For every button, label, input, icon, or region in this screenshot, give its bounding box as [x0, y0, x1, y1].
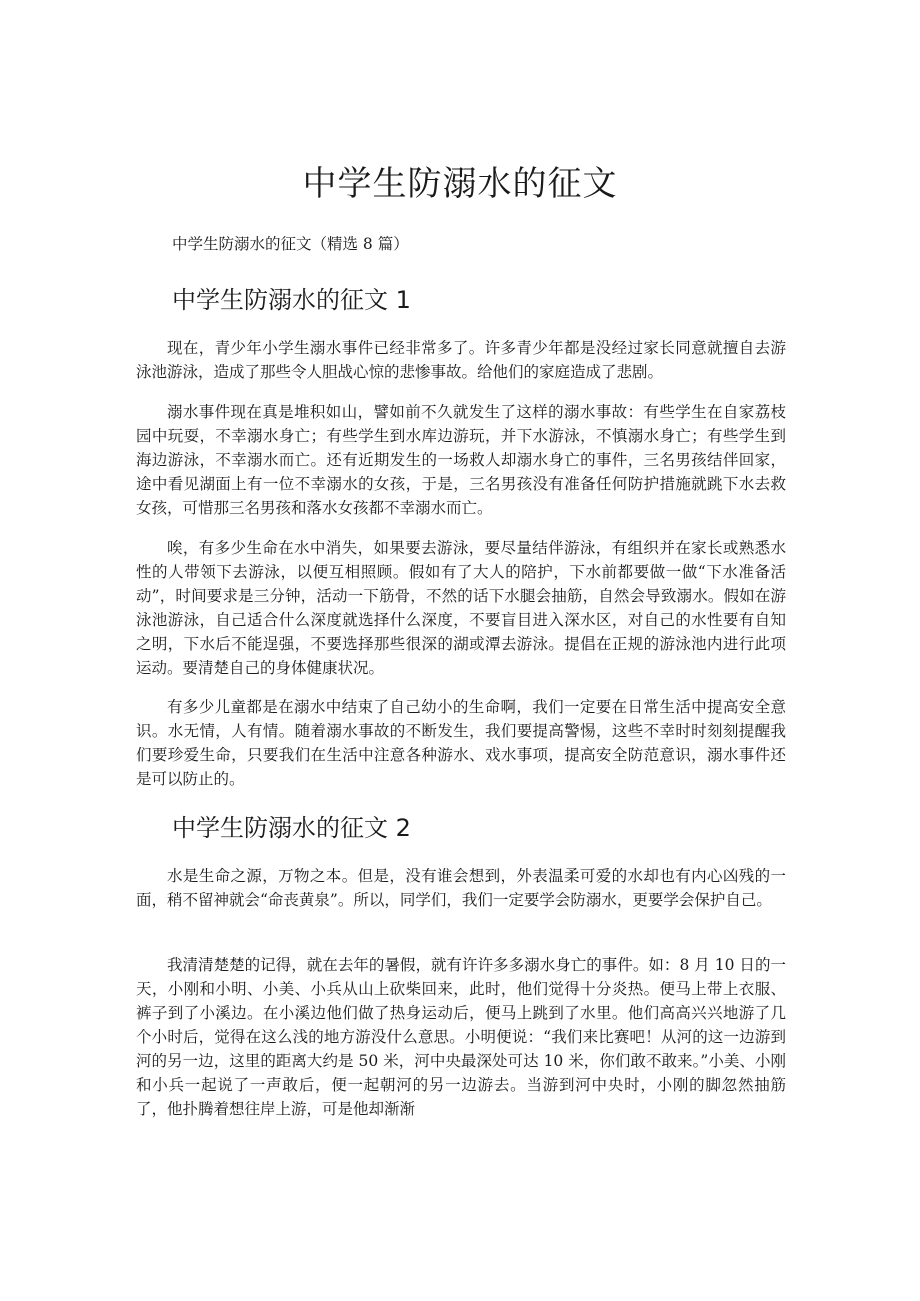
paragraph: 溺水事件现在真是堆积如山，譬如前不久就发生了这样的溺水事故：有些学生在自家荔枝园中玩耍，不幸溺水身亡；有些学生到水库边游玩，并下水游泳，不慎溺水身亡；有些学生到海边游泳，不幸溺水而亡。还有近期发生的一场救人却溺水身亡的事件，三名男孩结伴回家，途中看见湖面上有一位不幸溺水的女孩，于是，三名男孩没有准备任何防护措施就跳下水去救女孩，可惜那三名男孩和落水女孩都不幸溺水而亡。: [136, 403, 786, 517]
paragraph: 水是生命之源，万物之本。但是，没有谁会想到，外表温柔可爱的水却也有内心凶残的一面，稍不留神就会“命丧黄泉”。所以，同学们，我们一定要学会防溺水，更要学会保护自己。: [136, 867, 786, 909]
paragraph: 有多少儿童都是在溺水中结束了自己幼小的生命啊，我们一定要在日常生活中提高安全意识。水无情，人有情。随着溺水事故的不断发生，我们要提高警惕，这些不幸时时刻刻提醒我们要珍爱生命，只要我们在生活中注意各种游水、戏水事项，提高安全防范意识，溺水事件还是可以防止的。: [136, 698, 786, 788]
paragraph: 唉，有多少生命在水中消失，如果要去游泳，要尽量结伴游泳，有组织并在家长或熟悉水性的人带领下去游泳，以便互相照顾。假如有了大人的陪护，下水前都要做一做“下水准备活动”，时间要求是三分钟，活动一下筋骨，不然的话下水腿会抽筋，自然会导致溺水。假如在游泳池游泳，自己适合什么深度就选择什么深度，不要盲目进入深水区，对自己的水性要有自知之明，下水后不能逞强，不要选择那些很深的湖或潭去游泳。提倡在正规的游泳池内进行此项运动。要清楚自己的身体健康状况。: [136, 539, 786, 677]
paragraph: 我清清楚楚的记得，就在去年的暑假，就有许许多多溺水身亡的事件。如：8 月 10 日的一天，小刚和小明、小美、小兵从山上砍柴回来，此时，他们觉得十分炎热。便马上带上衣服、裤子到了小溪边。在小溪边他们做了热身运动后，便马上跳到了水里。他们高高兴兴地游了几个小时后，觉得在这么浅的地方游没什么意思。小明便说：“我们来比赛吧！从河的这一边游到河的另一边，这里的距离大约是 50 米，河中央最深处可达 10 米，你们敢不敢来。”小美、小刚和小兵一起说了一声敢后，便一起朝河的另一边游去。当游到河中央时，小刚的脚忽然抽筋了，他扑腾着想往岸上游，可是他却渐渐: [136, 956, 786, 1118]
document-title: 中学生防溺水的征文: [302, 164, 618, 204]
section-heading-1: 中学生防溺水的征文 1: [172, 286, 411, 314]
section-heading-2: 中学生防溺水的征文 2: [172, 814, 411, 842]
paragraph: 现在，青少年小学生溺水事件已经非常多了。许多青少年都是没经过家长同意就擅自去游泳池游泳，造成了那些令人胆战心惊的悲惨事故。给他们的家庭造成了悲剧。: [136, 339, 786, 381]
document-subtitle: 中学生防溺水的征文（精选 8 篇）: [172, 235, 409, 253]
